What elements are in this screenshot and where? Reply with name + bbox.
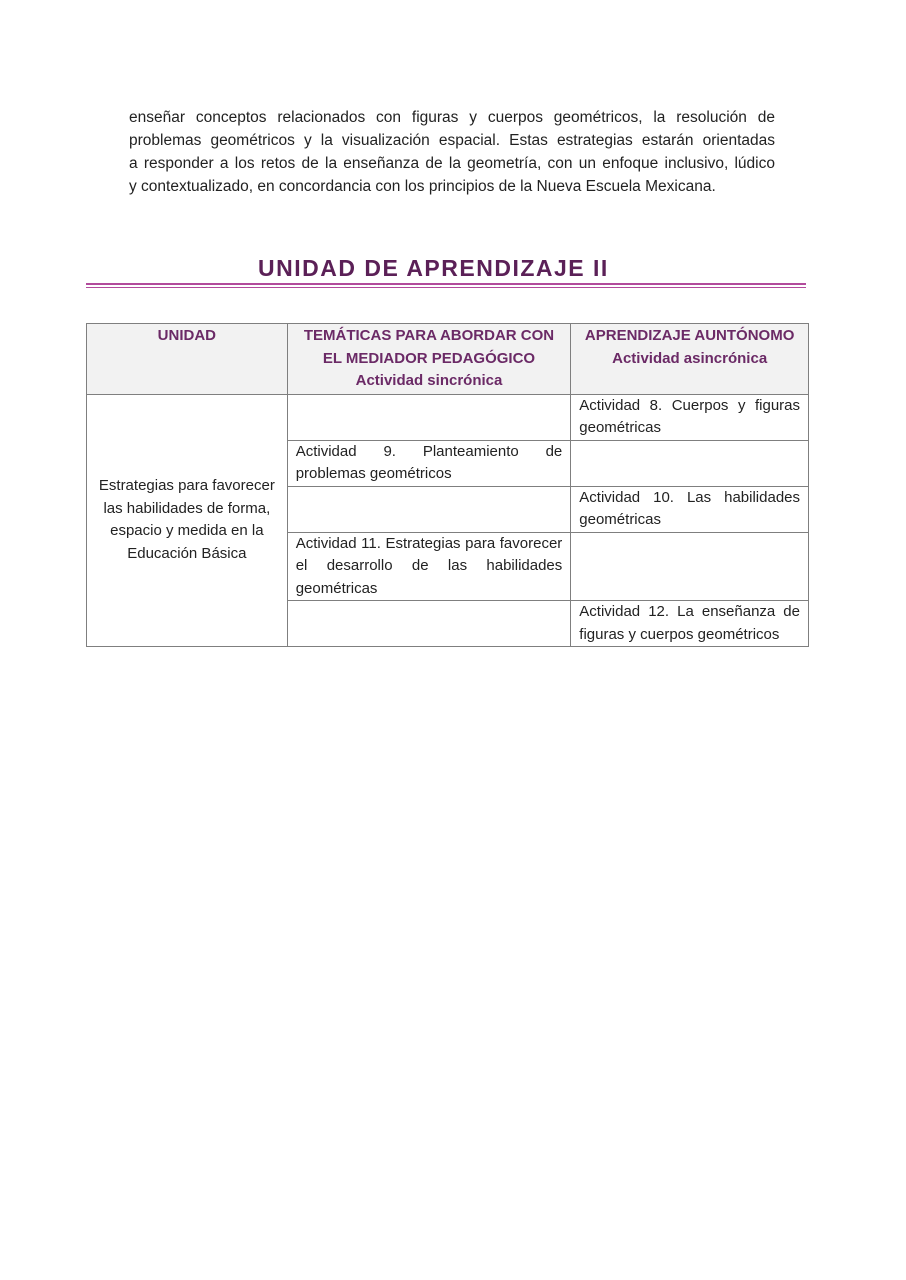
header-tematicas: TEMÁTICAS PARA ABORDAR CON EL MEDIADOR PEDAGÓGICO Actividad sincrónica [287,324,571,395]
intro-line: y contextualizado, en concordancia con los principios de la Nueva Escuela Mexicana. [129,178,716,195]
sincronica-cell: Actividad 9. Planteamiento de problemas geométricos [287,440,571,486]
header-aprendizaje-sub: Actividad asincrónica [612,349,768,367]
intro-line: a responder a los retos de la enseñanza de la geometría, con un enfoque inclusivo, lúdico [129,155,775,172]
asincronica-cell [571,440,809,486]
unit-name-cell: Estrategias para favorecer las habilidades de forma, espacio y medida en la Educación Básica [87,394,288,647]
sincronica-cell [287,601,571,647]
table-header-row [87,324,809,395]
table-row [87,394,809,440]
intro-line: enseñar conceptos relacionados con figuras y cuerpos geométricos, la resolución de [129,109,775,126]
title-underline-thin [86,287,806,288]
sincronica-cell: Actividad 11. Estrategias para favorecer el desarrollo de las habilidades geométricas [287,532,571,601]
asincronica-cell: Actividad 8. Cuerpos y figuras geométricas [571,394,809,440]
section-heading [86,253,806,288]
sincronica-cell [287,486,571,532]
title-underline [86,283,806,285]
asincronica-cell [571,532,809,601]
intro-paragraph [129,106,775,198]
intro-line: problemas geométricos y la visualización espacial. Estas estrategias estarán orientadas [129,132,775,149]
sincronica-cell [287,394,571,440]
header-aprendizaje: APRENDIZAJE AUNTÓNOMO Actividad asincrónica [571,324,809,395]
header-tematicas-sub: Actividad sincrónica [355,372,503,389]
asincronica-cell: Actividad 10. Las habilidades geométricas [571,486,809,532]
asincronica-cell: Actividad 12. La enseñanza de figuras y cuerpos geométricos [571,601,809,647]
header-unidad: UNIDAD [87,324,288,395]
section-title: UNIDAD DE APRENDIZAJE II [258,255,609,281]
unit-table [86,323,809,647]
